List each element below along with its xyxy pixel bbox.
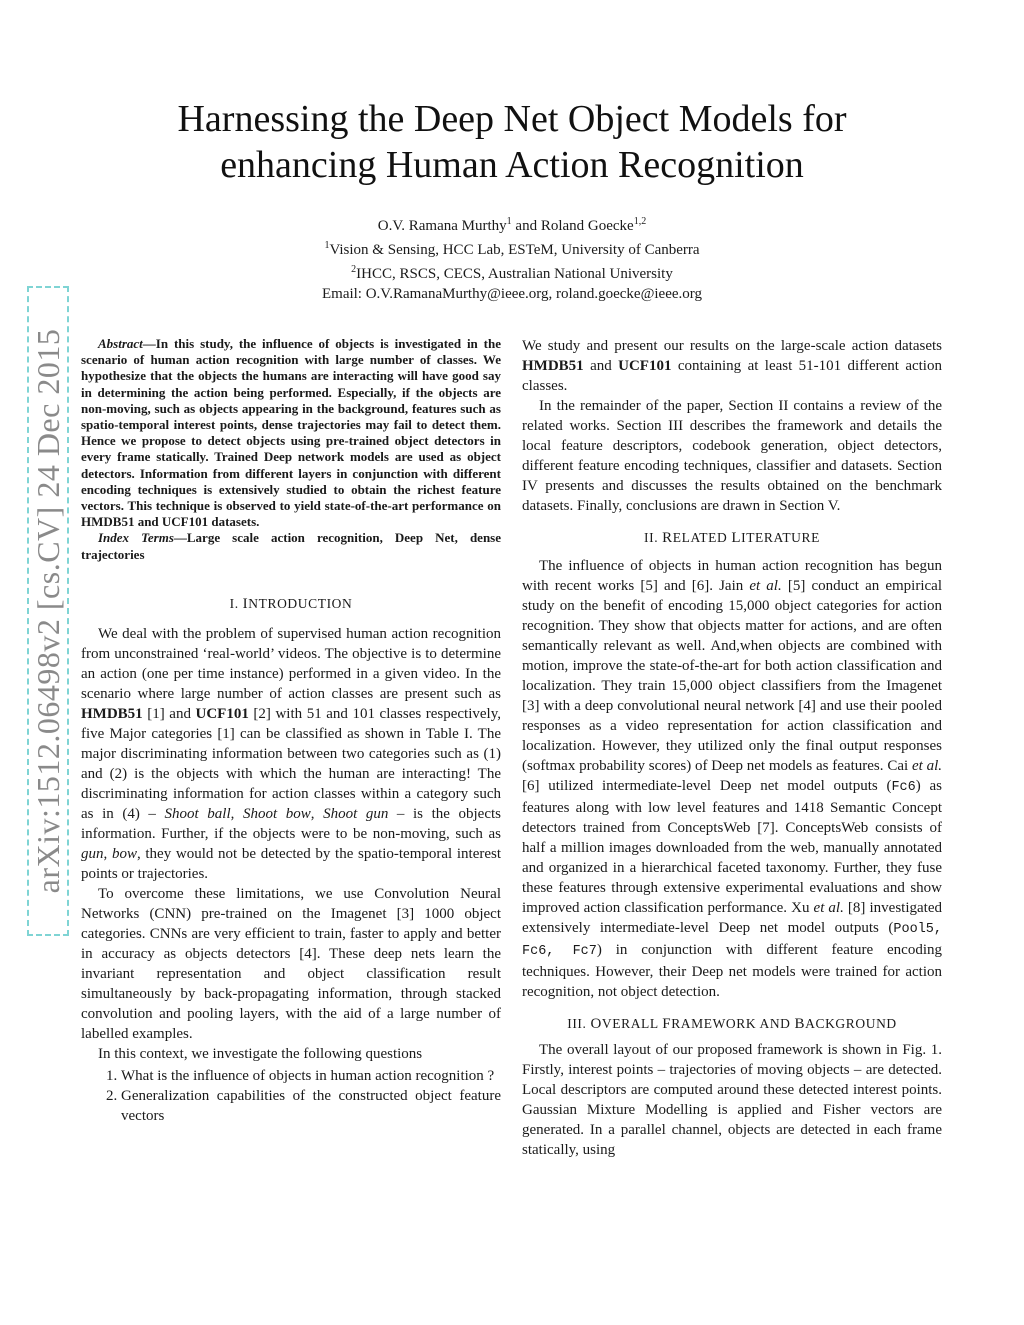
list-item: 1. What is the influence of objects in human action recognition ? (121, 1066, 501, 1086)
author-block (100, 212, 924, 304)
questions-list (81, 1066, 501, 1126)
related-literature-paragraph: The influence of objects in human action recognition has begun with recent works [5] and [6]. Jain et al. [5] conduct an empirical study on the benefit of encoding 15,000 object categories for action recognition. They show that objects matter for actions, and are often semantically relevant as well. And,when objects are combined with motion, improve the state-of-the-art for both action classification and localization. They train 15,000 object classifiers from the Imagenet [3] with a deep convolutional neural network [4] and use their pooled responses as a video representation for action classification and localization. However, they utilized only the final output responses (softmax probability scores) of Deep net models as features. Cai et al. [6] utilized intermediate-level Deep net model outputs (Fc6) as features along with low level features and 1418 Semantic Concept detectors trained from ConceptsWeb [7]. ConceptsWeb consists of half a million images downloaded from the web, manually annotated and organized in a hierarchical faceted taxonomy. Further, they fuse these features through extensive experimental evaluations and show improved action classification performance. Xu et al. [8] investigated extensively intermediate-level Deep net model outputs (Pool5, Fc6, Fc7) in conjunction with different feature encoding techniques. However, their Deep net models were trained for action recognition, not object detection. (522, 558, 943, 1000)
paper-title (100, 96, 924, 188)
abstract: Abstract—In this study, the influence of objects is investigated in the scenario of human action recognition with large number of classes. We hypothesize that the objects the humans are interacting will have good say in determining the action being performed. Especially, if the objects are non-moving, such as objects appearing in the background, features such as spatio-temporal interest points, dense trajectories may fail to detect them. Hence we propose to detect objects using pre-trained object detectors in every frame statically. Trained Deep network models are used as object detectors. Information from different layers in conjunction with different encoding techniques is extensively studied to obtain the richest feature vectors. This technique is observed to yield state-of-the-art performance on HMDB51 and UCF101 datasets. (81, 336, 501, 530)
left-column (81, 336, 501, 1126)
intro-paragraph-1: We deal with the problem of supervised human action recognition from unconstrained ‘real-world’ videos. The objective is to determine an action (one per time instance) performed in a given video. In the scenario where large number of action classes are present such as HMDB51 [1] and UCF101 [2] with 51 and 101 classes respectively, five Major categories [1] can be classified as shown in Table I. The major discriminating information between two categories such as (1) and (2) is the objects with which the human are interacting! The discriminating information for action classes within a category such as in (4) – Shoot ball, Shoot bow, Shoot gun – is the objects information. Further, if the objects were to be non-moving, such as gun, bow, they would not be detected by the spatio-temporal interest points or trajectories. (81, 625, 502, 882)
author-1: O.V. Ramana Murthy (377, 218, 507, 234)
title-line-2: enhancing Human Action Recognition (220, 144, 804, 186)
arxiv-stamp: arXiv:1512.06498v2 [cs.CV] 24 Dec 2015 (27, 286, 69, 936)
title-line-1: Harnessing the Deep Net Object Models for (177, 98, 847, 140)
intro-paragraph-3: In this context, we investigate the following questions (98, 1045, 423, 1062)
paper-outline-paragraph: In the remainder of the paper, Section II contains a review of the related works. Section III describes the framework and details the local feature descriptors, codebook generation, object detectors, different feature encoding techniques, classifier and datasets. Section IV presents and discusses the results obtained on the benchmark datasets. Finally, conclusions are drawn in Section V. (522, 398, 942, 514)
section-heading-introduction: I. INTRODUCTION (229, 595, 353, 612)
section-heading-overall-framework: III. OVERALL FRAMEWORK AND BACKGROUND (567, 1016, 897, 1032)
index-terms: Index Terms—Large scale action recognition, Deep Net, dense trajectories (81, 530, 502, 562)
email-line: Email: O.V.RamanaMurthy@ieee.org, roland.goecke@ieee.org (321, 286, 703, 302)
intro-continued-paragraph: We study and present our results on the large-scale action datasets HMDB51 and UCF101 containing at least 51-101 different action classes. (522, 338, 942, 394)
affiliation-1: $^1$Vision & Sensing, HCC Lab, ESTeM, University of Canberra (324, 240, 700, 258)
author-line: O.V. Ramana Murthy$^1$ and Roland Goecke$^{1,2}$ (377, 216, 647, 234)
list-item: 2. Generalization capabilities of the constructed object feature vectors (121, 1086, 501, 1126)
intro-paragraph-2: To overcome these limitations, we use Convolution Neural Networks (CNN) pre-trained on the Imagenet [3] 1000 object categories. CNNs are very efficient to train, faster to apply and better in accuracy as objects detectors [4]. These deep nets learn the invariant representation and object classification result simultaneously by back-propagating information, through stacked convolution and pooling layers, with the aid of a large number of labelled examples. (81, 885, 501, 1042)
author-2: and Roland Goecke (515, 218, 634, 234)
section-heading-related-literature: II. RELATED LITERATURE (644, 530, 820, 546)
affiliation-2: $^2$IHCC, RSCS, CECS, Australian National University (351, 264, 673, 282)
framework-paragraph: The overall layout of our proposed framework is shown in Fig. 1. Firstly, interest points – trajectories of moving objects – are detected. Local descriptors are computed around these detected interest points. Gaussian Mixture Modelling is applied and Fisher vectors are generated. In a parallel channel, objects are detected in each frame statically, using (522, 1042, 942, 1158)
right-column (522, 336, 942, 1160)
